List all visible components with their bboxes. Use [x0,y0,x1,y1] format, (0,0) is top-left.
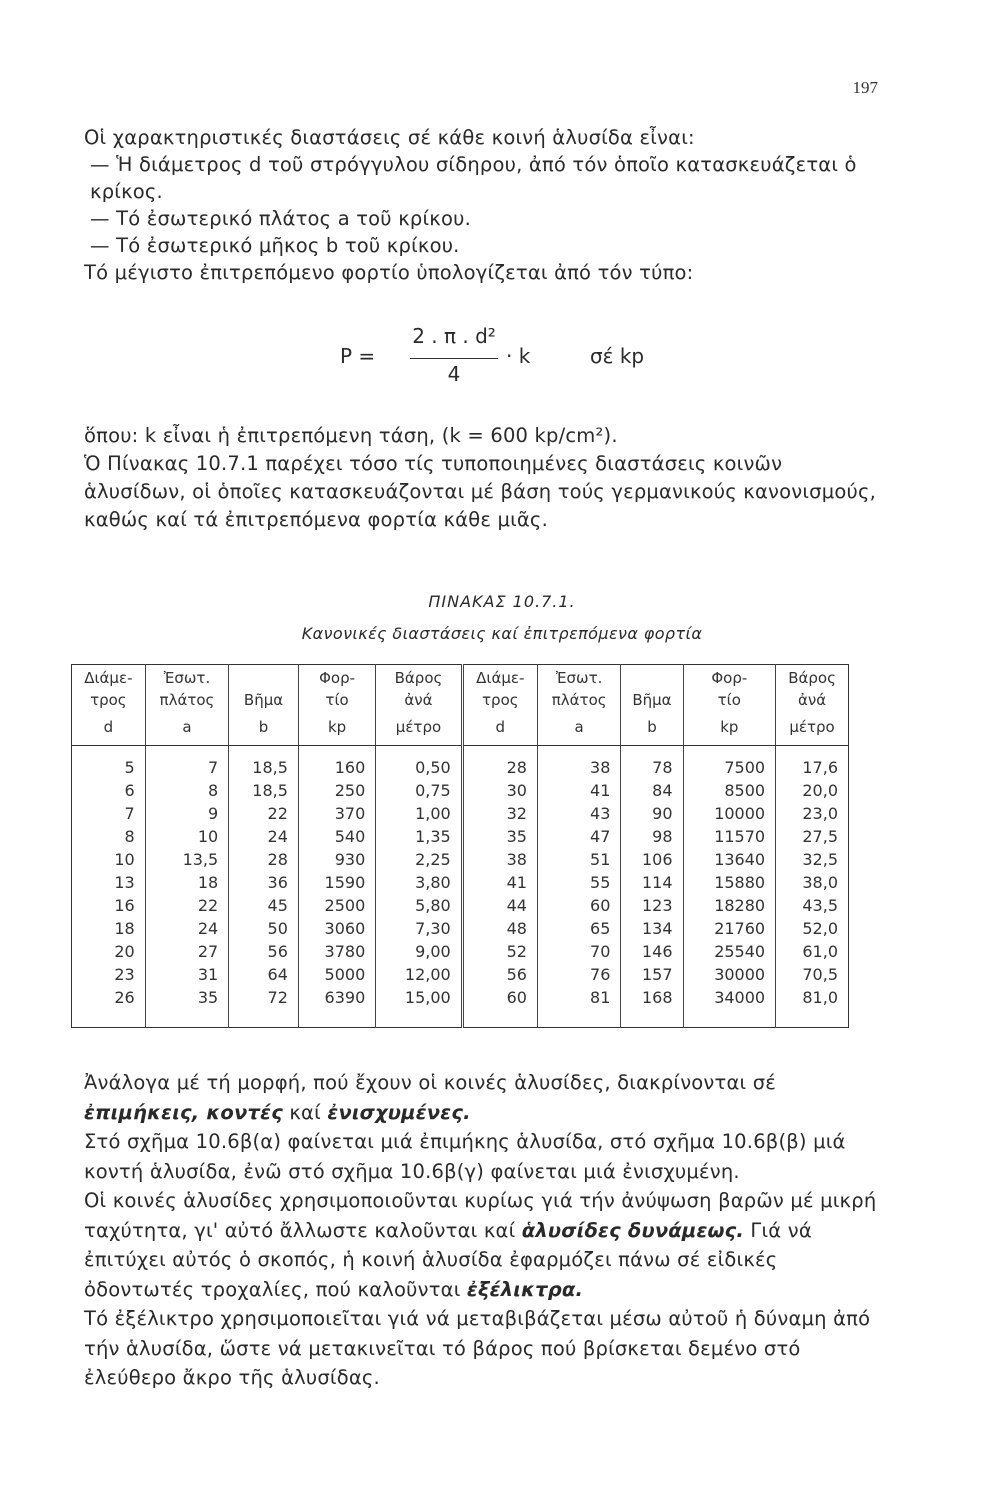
table-cell: 106 [621,848,683,871]
table-cell: 7 [145,746,228,780]
table-cell: 43,5 [776,894,849,917]
table-cell: 81,0 [776,986,849,1028]
col-header: Βάρος [776,665,849,688]
col-header: ἀνά [776,687,849,709]
load-formula [340,322,670,392]
table-row [72,871,849,894]
table-cell: 34000 [683,986,776,1028]
table-cell: 76 [537,963,620,986]
table-row [72,848,849,871]
table-cell: 3780 [298,940,375,963]
table-cell: 47 [537,825,620,848]
table-cell: 64 [229,963,299,986]
emphasis: ἐξέλικτρα. [466,1277,584,1301]
table-cell: 56 [462,963,537,986]
table-cell: 7,30 [376,917,462,940]
table-cell: 2,25 [376,848,462,871]
col-symbol: kp [683,709,776,746]
table-cell: 27,5 [776,825,849,848]
table-cell: 20,0 [776,779,849,802]
table-cell: 23 [114,965,135,984]
table-title: ΠΙΝΑΚΑΣ 10.7.1. [428,592,576,611]
table-cell: 12,00 [376,963,462,986]
formula-explanation [84,422,884,534]
table-cell: 3,80 [376,871,462,894]
table-cell: 2500 [298,894,375,917]
table-cell: 84 [621,779,683,802]
col-symbol: kp [298,709,375,746]
table-reference-paragraph: Ὁ Πίνακας 10.7.1 παρέχει τόσο τίς τυποποιημένες διαστάσεις κοινῶν ἁλυσίδων, οἱ ὁποῖες κατασκευάζονται μέ βάση τούς γερμανικούς κανονισμούς, καθώς καί τά ἐπιτρεπόμενα φορτία κάθε μιᾶς. [84,452,876,531]
table-cell: 123 [621,894,683,917]
col-symbol: d [462,709,537,746]
paragraph-sprocket: Τό ἐξέλικτρο χρησιμοποιεῖται γιά νά μεταβιβάζεται μέσω αὐτοῦ ἡ δύναμη ἀπό τήν ἁλυσίδα, ὥστε νά μετακινεῖται τό βάρος πού βρίσκεται δεμένο στό ἐλεύθερο ἄκρο τῆς ἁλυσίδας. [84,1307,871,1389]
table-cell: 35 [145,986,228,1028]
intro-section [84,124,884,286]
table-cell: 0,50 [376,746,462,780]
table-cell: 30 [462,779,537,802]
emphasis: ἐπιμήκεις, κοντές [84,1100,283,1124]
table-row [72,746,849,780]
formula-numerator: 2 . π . d² [412,324,496,348]
table-cell: 28 [229,848,299,871]
table-cell: 146 [621,940,683,963]
table-row [72,940,849,963]
col-header: Βῆμα [229,687,299,709]
table-cell: 56 [229,940,299,963]
col-symbol: d [72,709,146,746]
table-cell: 18,5 [229,746,299,780]
table-cell: 28 [462,746,537,780]
table-cell: 35 [462,825,537,848]
table-row [72,894,849,917]
table-cell: 50 [229,917,299,940]
table-cell: 7500 [683,746,776,780]
col-header [621,665,683,688]
table-row [72,986,849,1028]
fraction-bar [410,358,498,359]
table-cell: 60 [462,986,537,1028]
table-cell: 90 [621,802,683,825]
table-cell: 134 [621,917,683,940]
table-cell: 8500 [683,779,776,802]
table-cell: 0,75 [376,779,462,802]
intro-line-3: — Τό ἐσωτερικό πλάτος a τοῦ κρίκου. [90,207,471,230]
table-cell: 48 [462,917,537,940]
table-cell: 51 [537,848,620,871]
table-cell: 15,00 [376,986,462,1028]
table-cell: 26 [114,988,135,1007]
table-cell: 8 [124,827,135,846]
table-cell: 9 [145,802,228,825]
col-header: τίο [298,687,375,709]
table-row [72,963,849,986]
col-header: Φορ- [683,665,776,688]
text-run: Ἀνάλογα μέ τή μορφή, πού ἔχουν οἱ κοινές ἁλυσίδες, διακρίνονται σέ [84,1071,777,1094]
table-cell: 18280 [683,894,776,917]
table-cell: 31 [145,963,228,986]
table-cell: 6390 [298,986,375,1028]
table-cell: 70 [537,940,620,963]
col-header: πλάτος [145,687,228,709]
intro-line-4: — Τό ἐσωτερικό μῆκος b τοῦ κρίκου. [90,234,460,257]
table-cell: 81 [537,986,620,1028]
table-cell: 1,35 [376,825,462,848]
table-row [72,917,849,940]
body-text [84,1068,884,1393]
col-header: Ἐσωτ. [145,665,228,688]
table-cell: 43 [537,802,620,825]
text-run: καί [282,1100,328,1124]
table-cell: 36 [229,871,299,894]
emphasis: ἐνισχυμένες. [327,1100,471,1124]
table-cell: 250 [298,779,375,802]
col-symbol: μέτρο [776,709,849,746]
text-run: Γιά νά ἐπιτύχει αὐτός ὁ σκοπός, ἡ κοινή ἁλυσίδα ἐφαρμόζει πάνω σέ εἰδικές ὀδοντωτές τροχαλίες, πού καλοῦνται [84,1218,812,1301]
table-cell: 27 [145,940,228,963]
table-cell: 15880 [683,871,776,894]
table-cell: 540 [298,825,375,848]
col-symbol: a [145,709,228,746]
table-cell: 52,0 [776,917,849,940]
table-cell: 32,5 [776,848,849,871]
table-cell: 8 [145,779,228,802]
table-cell: 114 [621,871,683,894]
col-header: τίο [683,687,776,709]
table-row [72,779,849,802]
table-cell: 30000 [683,963,776,986]
table-cell: 18,5 [229,779,299,802]
col-symbol: μέτρο [376,709,462,746]
table-cell: 20 [114,942,135,961]
table-cell: 16 [114,896,135,915]
table-cell: 38,0 [776,871,849,894]
table-cell: 61,0 [776,940,849,963]
table-cell: 41 [462,871,537,894]
table-cell: 52 [462,940,537,963]
table-cell: 157 [621,963,683,986]
table-cell: 24 [229,825,299,848]
table-cell: 65 [537,917,620,940]
table-cell: 23,0 [776,802,849,825]
table-cell: 10 [114,850,135,869]
table-cell: 6 [124,781,135,800]
col-symbol: b [621,709,683,746]
col-header: τρος [90,691,127,709]
table-cell: 168 [621,986,683,1028]
table-cell: 13640 [683,848,776,871]
table-cell: 38 [462,848,537,871]
col-header: Φορ- [298,665,375,688]
table-row [72,802,849,825]
table-cell: 45 [229,894,299,917]
table-cell: 1,00 [376,802,462,825]
table-cell: 78 [621,746,683,780]
table-cell: 10000 [683,802,776,825]
table-cell: 22 [145,894,228,917]
intro-line-2: — Ἡ διάμετρος d τοῦ στρόγγυλου σίδηρου, ἀπό τόν ὁποῖο κατασκευάζεται ὁ κρίκος. [90,153,857,203]
text-run: Οἱ κοινές ἁλυσίδες χρησιμοποιοῦνται κυρίως γιά τήν ἀνύψωση βαρῶν μέ μικρή ταχύτητα, γι' αὐτό ἄλλωστε καλοῦνται καί [84,1189,877,1242]
page-number: 197 [852,78,878,97]
table-cell: 21760 [683,917,776,940]
col-symbol: b [229,709,299,746]
table-cell: 1590 [298,871,375,894]
col-header: Βῆμα [621,687,683,709]
table-cell: 32 [462,802,537,825]
chain-dimensions-table [71,664,849,1028]
table-cell: 41 [537,779,620,802]
col-header [229,665,299,688]
table-cell: 60 [537,894,620,917]
table-cell: 55 [537,871,620,894]
col-header: Βάρος [376,665,462,688]
table-cell: 370 [298,802,375,825]
table-cell: 3060 [298,917,375,940]
table-cell: 11570 [683,825,776,848]
formula-denominator: 4 [447,362,461,386]
table-cell: 70,5 [776,963,849,986]
table-cell: 18 [145,871,228,894]
table-cell: 24 [145,917,228,940]
col-header: Διάμε- [462,665,537,688]
table-cell: 930 [298,848,375,871]
paragraph-usage [84,1186,884,1304]
paragraph-figure-reference: Στό σχῆμα 10.6β(α) φαίνεται μιά ἐπιμήκης ἁλυσίδα, στό σχῆμα 10.6β(β) μιά κοντή ἁλυσίδα, ἐνῶ στό σχῆμα 10.6β(γ) φαίνεται μιά ἐνισχυμένη. [84,1130,846,1183]
col-header: Ἐσωτ. [537,665,620,688]
table-cell: 18 [114,919,135,938]
table-body [72,746,849,1028]
col-header: Διάμε- [84,669,133,687]
table-cell: 13 [114,873,135,892]
table-cell: 38 [537,746,620,780]
table-row [72,825,849,848]
table-cell: 17,6 [776,746,849,780]
formula-multiplier: · k [506,344,531,368]
table-cell: 5,80 [376,894,462,917]
col-header: πλάτος [537,687,620,709]
table-cell: 44 [462,894,537,917]
table-cell: 160 [298,746,375,780]
formula-unit: σέ kp [590,344,645,368]
table-cell: 25540 [683,940,776,963]
table-cell: 13,5 [145,848,228,871]
table-cell: 5000 [298,963,375,986]
table-cell: 7 [124,804,135,823]
table-cell: 9,00 [376,940,462,963]
col-header: ἀνά [376,687,462,709]
paragraph-chain-types [84,1068,884,1127]
table-subtitle: Κανονικές διαστάσεις καί ἐπιτρεπόμενα φορτία [301,624,703,643]
table-cell: 98 [621,825,683,848]
intro-line-5: Τό μέγιστο ἐπιτρεπόμενο φορτίο ὑπολογίζεται ἀπό τόν τύπο: [84,261,694,284]
table-cell: 5 [124,758,135,777]
explanation-line: ὅπου: k εἶναι ἡ ἐπιτρεπόμενη τάση, (k = 600 kp/cm²). [84,424,618,447]
emphasis: ἁλυσίδες δυνάμεως. [521,1218,745,1242]
table-cell: 10 [145,825,228,848]
col-symbol: a [537,709,620,746]
table-cell: 22 [229,802,299,825]
intro-line-1: Οἱ χαρακτηριστικές διαστάσεις σέ κάθε κοινή ἁλυσίδα εἶναι: [84,126,695,149]
col-header: τρος [462,687,537,709]
formula-lhs: P = [340,344,376,368]
table-cell: 72 [229,986,299,1028]
